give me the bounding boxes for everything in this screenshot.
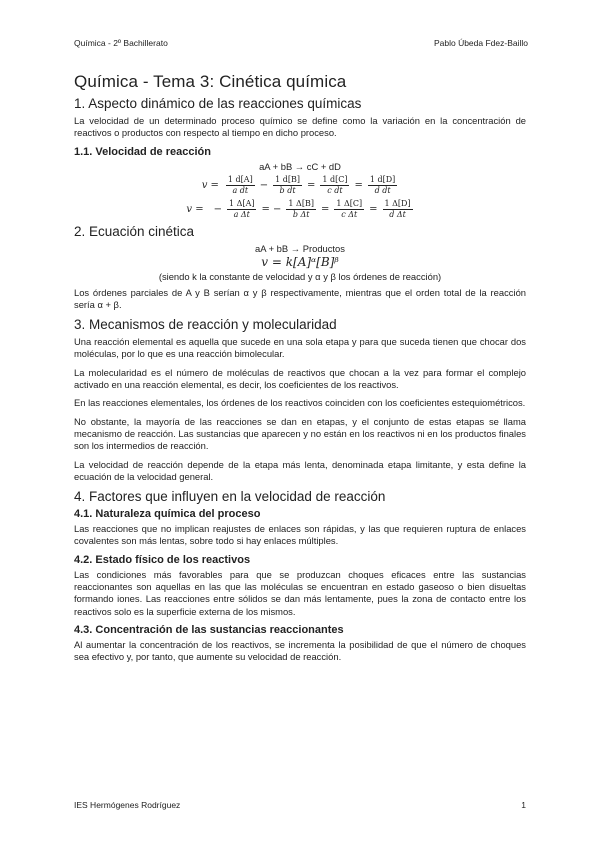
section-1-1-heading: 1.1. Velocidad de reacción bbox=[74, 145, 211, 158]
eq2-term-d-num: 1 Δ[D] bbox=[384, 198, 411, 208]
section-1-heading: 1. Aspecto dinámico de las reacciones químicas bbox=[74, 96, 362, 111]
eq2-term-b-num: 1 Δ[B] bbox=[288, 198, 314, 208]
section-4-3-heading: 4.3. Concentración de las sustancias reaccionantes bbox=[74, 623, 344, 636]
section-2-heading: 2. Ecuación cinética bbox=[74, 223, 195, 239]
eq1-term-c-den: c dt bbox=[327, 185, 343, 195]
page-number: 1 bbox=[521, 800, 526, 810]
footer-school: IES Hermógenes Rodríguez bbox=[74, 800, 181, 810]
section-4-1-heading: 4.1. Naturaleza química del proceso bbox=[74, 508, 261, 521]
section-1-text: La velocidad de un determinado proceso químico se define como la variación en la concentración de reactivos o productos con respecto al tiempo en dicho proceso. bbox=[74, 115, 526, 139]
eq2-op-0: − bbox=[213, 203, 223, 215]
eq2-term-b-den: b Δt bbox=[292, 209, 310, 219]
rate-law-formula: v = k[A]ᵅ[B]ᵝ bbox=[261, 254, 339, 269]
section-4-2-text: Las condiciones más favorables para que se produzcan choques eficaces entre las sustancias reaccionantes son aquellas en las que las moléculas se encuentran en estado gaseoso o bien disueltas formando iones. Las reacciones entre sólidos se dan más lentamente, pues la zona de contacto entre los reactivos solo es la superficie externa de los mismos. bbox=[74, 568, 526, 617]
document-body bbox=[74, 72, 526, 670]
header-author: Pablo Úbeda Fdez-Baillo bbox=[433, 38, 528, 48]
eq2-term-b bbox=[286, 199, 316, 220]
rate-equation-average bbox=[74, 199, 526, 220]
section-3-paragraph: No obstante, la mayoría de las reacciones se dan en etapas, y el conjunto de estas etapas se llama mecanismo de reacción. Las sustancias que aparecen y no están en los reactivos ni en los productos finales son los intermedios de reacción. bbox=[74, 415, 526, 452]
eq1-term-b bbox=[273, 175, 302, 196]
eq2-term-a bbox=[227, 199, 256, 220]
section-3-paragraph: La molecularidad es el número de moléculas de reactivos que chocan a la vez para formar el complejo activado en una reacción elemental, es decir, los coeficientes de los reactivos. bbox=[74, 366, 526, 391]
eq1-term-c-num: 1 d[C] bbox=[322, 174, 348, 184]
section-4-heading: 4. Factores que influyen en la velocidad de reacción bbox=[74, 489, 386, 505]
eq1-term-c bbox=[320, 175, 349, 196]
section-2-text: Los órdenes parciales de A y B serían α y β respectivamente, mientras que el orden total de la reacción sería α + β. bbox=[74, 286, 526, 310]
eq2-op-1: = − bbox=[261, 203, 282, 215]
eq2-term-c-den: c Δt bbox=[341, 209, 358, 219]
eq1-lhs: v = bbox=[201, 179, 219, 191]
eq1-term-b-den: b dt bbox=[279, 185, 296, 195]
eq2-op-2: = bbox=[320, 203, 330, 215]
section-4-2-heading: 4.2. Estado físico de los reactivos bbox=[74, 553, 251, 566]
eq2-term-a-den: a Δt bbox=[233, 209, 250, 219]
eq2-op-3: = bbox=[369, 203, 378, 215]
section-3-paragraph: En las reacciones elementales, los órdenes de los reactivos coinciden con los coeficientes estequiométricos. bbox=[74, 397, 526, 409]
eq1-term-a bbox=[226, 175, 255, 196]
section-4-1-text: Las reacciones que no implican reajustes de enlaces son rápidas, y las que requieren ruptura de enlaces covalentes son más lentas, sobre todo si hay enlaces múltiples. bbox=[74, 523, 526, 547]
eq1-term-d-num: 1 d[D] bbox=[369, 174, 396, 184]
eq2-term-a-num: 1 Δ[A] bbox=[229, 198, 255, 208]
header-subject: Química - 2º Bachillerato bbox=[74, 38, 168, 48]
reaction-general: aA + bB → cC + dD bbox=[259, 160, 341, 172]
eq2-term-c-num: 1 Δ[C] bbox=[336, 198, 363, 208]
eq2-term-d bbox=[383, 199, 413, 220]
reaction-kinetic: aA + bB → Productos bbox=[255, 242, 345, 254]
eq2-term-d-den: d Δt bbox=[389, 209, 406, 219]
eq1-op-2: = bbox=[306, 179, 316, 191]
eq1-term-a-num: 1 d[A] bbox=[227, 174, 253, 184]
rate-law-note: (siendo k la constante de velocidad y α y β los órdenes de reacción) bbox=[158, 270, 442, 282]
eq2-lhs: v = bbox=[186, 203, 204, 215]
eq1-term-d bbox=[368, 175, 397, 196]
eq1-term-d-den: d dt bbox=[374, 185, 391, 195]
eq1-op-1: − bbox=[259, 179, 269, 191]
section-3-paragraph: La velocidad de reacción depende de la etapa más lenta, denominada etapa limitante, y esta define la ecuación de la velocidad general. bbox=[74, 458, 526, 482]
eq2-term-c bbox=[334, 199, 364, 220]
rate-equation-differential bbox=[74, 175, 526, 196]
section-3-heading: 3. Mecanismos de reacción y molecularidad bbox=[74, 317, 337, 333]
section-4-3-text: Al aumentar la concentración de los reactivos, se incrementa la posibilidad de que el número de choques sea efectivo y, por tanto, que aumente su velocidad de reacción. bbox=[74, 638, 526, 663]
page-title: Química - Tema 3: Cinética química bbox=[74, 72, 347, 91]
eq1-term-a-den: a dt bbox=[232, 185, 249, 195]
eq1-op-3: = bbox=[354, 179, 363, 191]
section-3-paragraph: Una reacción elemental es aquella que sucede en una sola etapa y para que suceda tienen que chocar dos moléculas, por lo que es una reacción bimolecular. bbox=[74, 336, 526, 360]
eq1-term-b-num: 1 d[B] bbox=[275, 174, 300, 184]
